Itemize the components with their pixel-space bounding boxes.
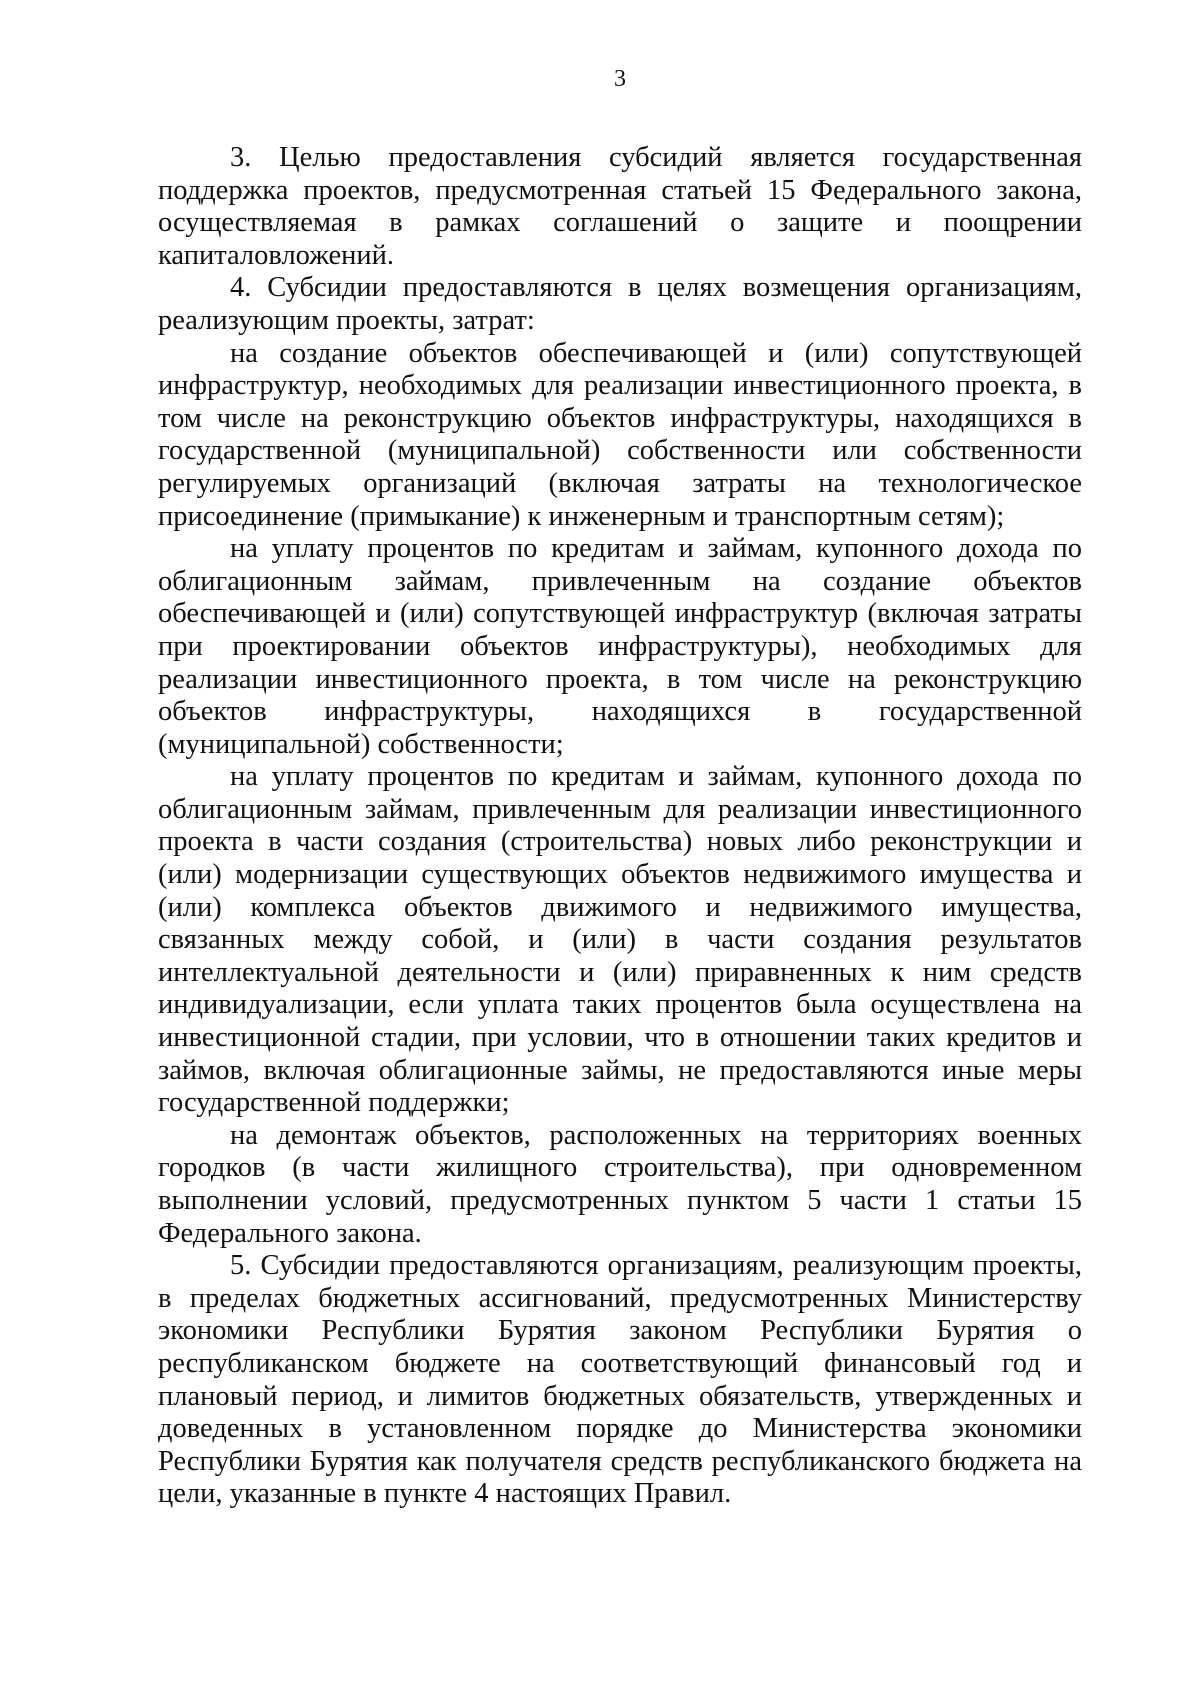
paragraph-4-intro: 4. Субсидии предоставляются в целях возмещения организациям, реализующим проекты, затрат:	[158, 272, 1082, 336]
document-body	[158, 142, 1082, 1511]
paragraph-4-interest-project: на уплату процентов по кредитам и займам, купонного дохода по облигационным займам, привлеченным для реализации инвестиционного проекта в части создания (строительства) новых либо реконструкции и (или) модернизации существующих объектов недвижимого имущества и (или) комплекса объектов движимого и недвижимого имущества, связанных между собой, и (или) в части создания результатов интеллектуальной деятельности и (или) приравненных к ним средств индивидуализации, если уплата таких процентов была осуществлена на инвестиционной стадии, при условии, что в отношении таких кредитов и займов, включая облигационные займы, не предоставляются иные меры государственной поддержки;	[158, 761, 1082, 1119]
paragraph-3-purpose: 3. Целью предоставления субсидий является государственная поддержка проектов, предусмотренная статьей 15 Федерального закона, осуществляемая в рамках соглашений о защите и поощрении капиталовложений.	[158, 142, 1082, 271]
page-number: 3	[614, 66, 626, 92]
paragraph-4-interest-infrastructure: на уплату процентов по кредитам и займам, купонного дохода по облигационным займам, привлеченным на создание объектов обеспечивающей и (или) сопутствующей инфраструктур (включая затраты при проектировании объектов инфраструктуры), необходимых для реализации инвестиционного проекта, в том числе на реконструкцию объектов инфраструктуры, находящихся в государственной (муниципальной) собственности;	[158, 533, 1082, 760]
paragraph-5-budget: 5. Субсидии предоставляются организациям, реализующим проекты, в пределах бюджетных ассигнований, предусмотренных Министерству экономики Республики Бурятия законом Республики Бурятия о республиканском бюджете на соответствующий финансовый год и плановый период, и лимитов бюджетных обязательств, утвержденных и доведенных в установленном порядке до Министерства экономики Республики Бурятия как получателя средств республиканского бюджета на цели, указанные в пункте 4 настоящих Правил.	[158, 1250, 1082, 1510]
paragraph-4-demolition: на демонтаж объектов, расположенных на территориях военных городков (в части жилищного строительства), при одновременном выполнении условий, предусмотренных пунктом 5 части 1 статьи 15 Федерального закона.	[158, 1119, 1082, 1249]
paragraph-4-infrastructure: на создание объектов обеспечивающей и (или) сопутствующей инфраструктур, необходимых для реализации инвестиционного проекта, в том числе на реконструкцию объектов инфраструктуры, находящихся в государственной (муниципальной) собственности или собственности регулируемых организаций (включая затраты на технологическое присоединение (примыкание) к инженерным и транспортным сетям);	[158, 337, 1082, 532]
